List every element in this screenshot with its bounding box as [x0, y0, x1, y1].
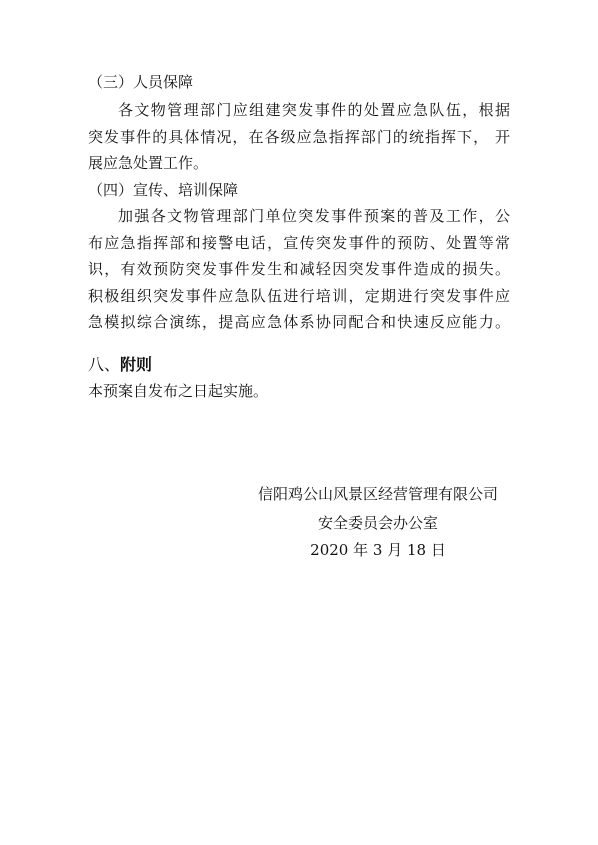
paragraph-line: 急模拟综合演练，提高应急体系协同配合和快速反应能力。 — [88, 313, 510, 331]
paragraph-line: 突发事件的具体情况，在各级应急指挥部门的统指挥下， 开 — [88, 128, 510, 146]
paragraph-line: 各文物管理部门应组建突发事件的处置应急队伍，根据 — [118, 101, 510, 119]
section-heading-publicity: （四）宣传、培训保障 — [88, 181, 239, 199]
signature-date: 2020 年 3 月 18 日 — [310, 541, 446, 559]
signature-company: 信阳鸡公山风景区经营管理有限公司 — [257, 485, 498, 503]
section-title: 附则 — [120, 355, 153, 374]
section-heading-personnel: （三）人员保障 — [88, 73, 194, 91]
paragraph-line: 加强各文物管理部门单位突发事件预案的普及工作，公 — [118, 207, 510, 225]
section-heading-supplementary — [88, 355, 152, 375]
paragraph-line: 布应急指挥部和接警电话，宣传突发事件的预防、处置等常 — [88, 234, 510, 252]
paragraph-line: 积极组织突发事件应急队伍进行培训，定期进行突发事件应 — [88, 287, 510, 305]
paragraph-line: 识，有效预防突发事件发生和减轻因突发事件造成的损失。 — [88, 260, 510, 278]
paragraph-line: 展应急处置工作。 — [88, 154, 209, 172]
paragraph-line: 本预案自发布之日起实施。 — [88, 382, 269, 400]
section-number: 八、 — [88, 355, 121, 374]
signature-office: 安全委员会办公室 — [317, 514, 438, 532]
